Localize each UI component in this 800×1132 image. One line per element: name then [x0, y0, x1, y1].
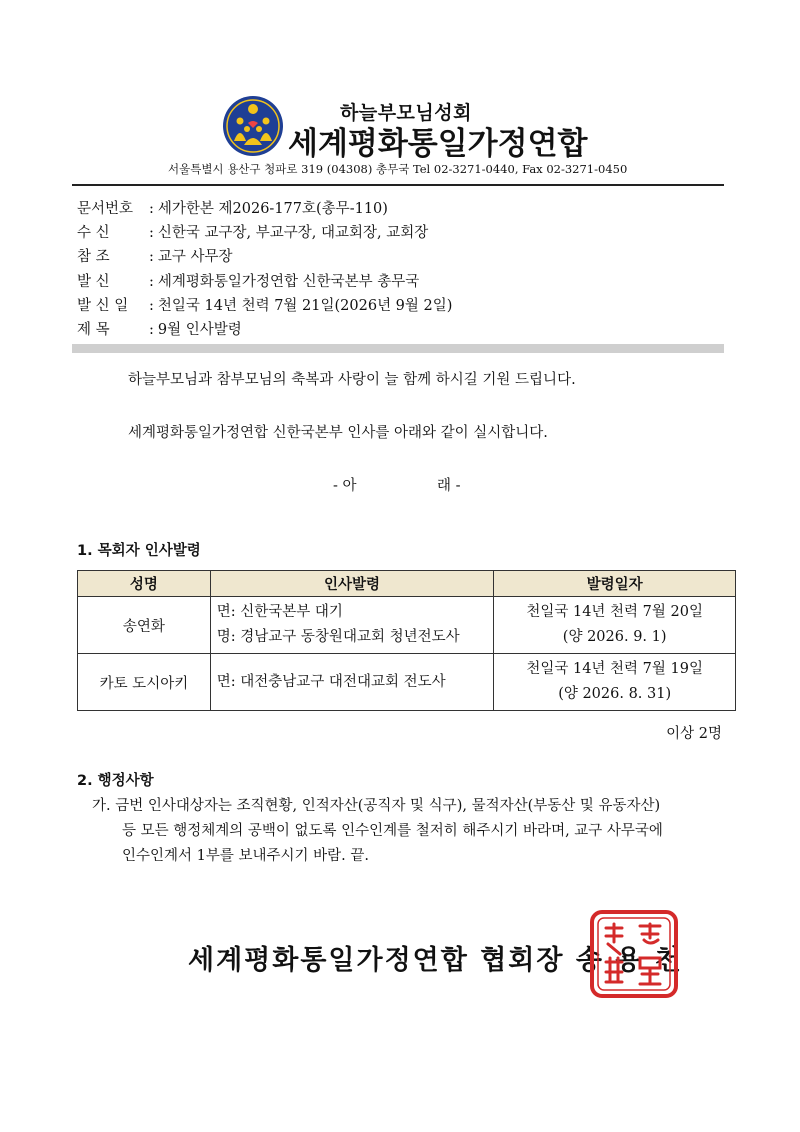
date-solar: (양 2026. 9. 1)	[562, 629, 667, 645]
table-row	[78, 654, 736, 711]
admin-line: 가. 금번 인사대상자는 조직현황, 인적자산(공직자 및 식구), 물적자산(부동산 및 유동자산)	[92, 798, 661, 814]
cell-action	[210, 597, 494, 654]
meta-send-date: 발 신 일 : 천일국 14년 천력 7월 21일(2026년 9월 2일)	[77, 298, 453, 314]
column-header-action: 인사발령	[210, 571, 494, 597]
cell-name: 송연화	[78, 597, 211, 654]
org-main-title: 세계평화통일가정연합	[288, 126, 588, 162]
admin-line: 인수인계서 1부를 보내주시기 바람. 끝.	[122, 848, 369, 864]
intro-paragraph: 세계평화통일가정연합 신한국본부 인사를 아래와 같이 실시합니다.	[128, 425, 548, 441]
official-seal-icon	[588, 908, 680, 1000]
action-line: 면: 신한국본부 대기	[216, 604, 343, 620]
below-heading-right: 래 -	[437, 478, 461, 494]
meta-divider	[72, 344, 724, 353]
section1-title: 1. 목회자 인사발령	[77, 543, 201, 559]
meta-reference: 참 조 : 교구 사무장	[77, 249, 233, 265]
action-line: 면: 대전충남교구 대전대교회 전도사	[216, 673, 446, 690]
org-address: 서울특별시 용산구 청파로 319 (04308) 총무국 Tel 02-3271-0440, Fax 02-3271-0450	[168, 162, 628, 176]
cell-action	[210, 654, 494, 711]
meta-recipient: 수 신 : 신한국 교구장, 부교구장, 대교회장, 교회장	[77, 225, 429, 241]
cell-date	[494, 654, 736, 711]
signature-line: 세계평화통일가정연합 협회장 송 용 천	[188, 945, 683, 976]
date-lunar: 천일국 14년 천력 7월 20일	[526, 604, 703, 620]
greeting-paragraph: 하늘부모님과 참부모님의 축복과 사랑이 늘 함께 하시길 기원 드립니다.	[128, 372, 576, 388]
date-lunar: 천일국 14년 천력 7월 19일	[526, 661, 703, 677]
meta-sender: 발 신 : 세계평화통일가정연합 신한국본부 총무국	[77, 274, 420, 290]
org-sub-title: 하늘부모님성회	[340, 102, 472, 124]
admin-line: 등 모든 행정체계의 공백이 없도록 인수인계를 철저히 해주시기 바라며, 교구 사무국에	[122, 823, 663, 839]
meta-subject: 제 목 : 9월 인사발령	[77, 322, 242, 338]
personnel-table	[77, 570, 736, 711]
action-line: 명: 경남교구 동창원대교회 청년전도사	[216, 629, 460, 645]
meta-doc-number: 문서번호 : 세가한본 제2026-177호(총무-110)	[77, 201, 388, 217]
header-divider	[72, 184, 724, 186]
cell-name: 카토 도시아키	[78, 654, 211, 711]
total-count: 이상 2명	[666, 726, 722, 742]
column-header-name: 성명	[78, 571, 211, 597]
date-solar: (양 2026. 8. 31)	[558, 686, 672, 702]
below-heading-left: - 아	[333, 478, 357, 494]
cell-date	[494, 597, 736, 654]
table-row	[78, 597, 736, 654]
column-header-date: 발령일자	[494, 571, 736, 597]
family-federation-logo-icon	[222, 95, 284, 157]
section2-title: 2. 행정사항	[77, 773, 154, 789]
table-header-row	[78, 571, 736, 597]
